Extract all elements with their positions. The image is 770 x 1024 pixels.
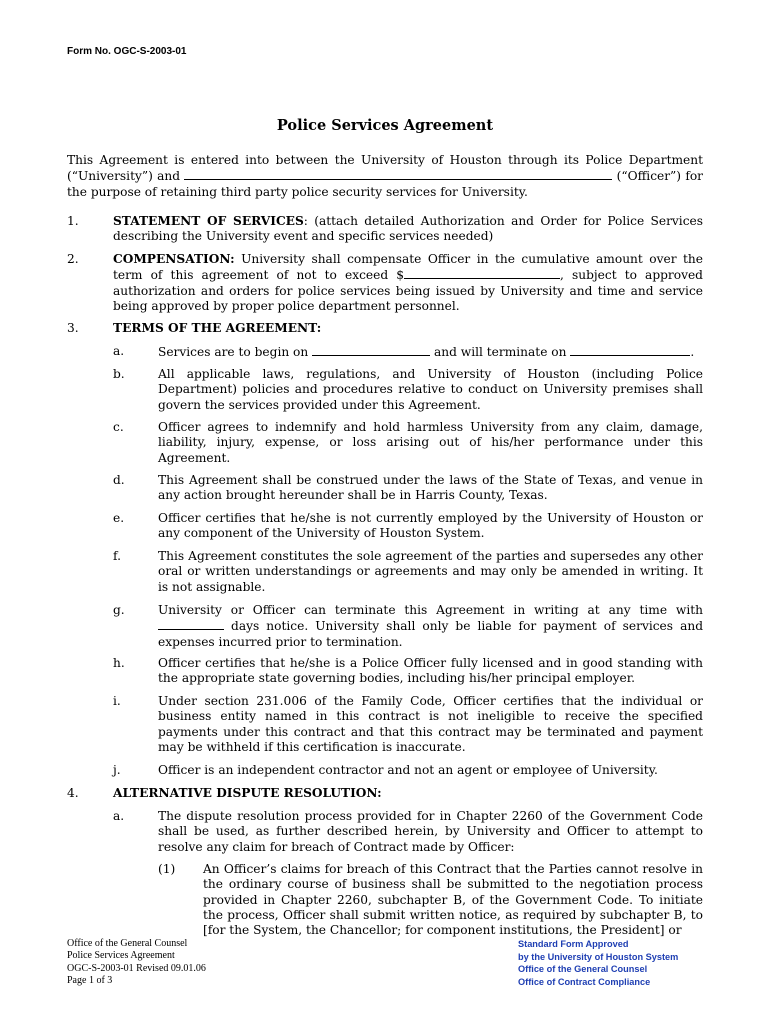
section-2-text-a: University shall compensate Officer in the cumulative amount over the term of this agreement of not to exceed $ <box>113 252 703 283</box>
item-3d-letter: d. <box>113 473 125 487</box>
item-3c-text: Officer agrees to indemnify and hold harmless University from any claim, damage, liability, injury, expense, or loss arising out of his/her performance under this Agreement. <box>158 420 703 465</box>
notice-days-blank[interactable] <box>158 618 224 630</box>
item-3a-text-b: and will terminate on <box>430 345 571 359</box>
footer-page-number: Page 1 of 3 <box>67 975 113 987</box>
item-3j-letter: j. <box>113 763 121 777</box>
section-4-number: 4. <box>67 786 79 800</box>
item-3h-text: Officer certifies that he/she is a Police Officer fully licensed and in good standing with the appropriate state governing bodies, including his/her principal employer. <box>158 656 703 686</box>
approval-stamp <box>518 938 678 988</box>
approval-line-1: Standard Form Approved <box>518 939 629 949</box>
item-4a1-number: (1) <box>158 862 176 876</box>
item-3d-text: This Agreement shall be construed under the laws of the State of Texas, and venue in any action brought hereunder shall be in Harris County, Texas. <box>158 473 703 503</box>
item-3a-letter: a. <box>113 344 125 358</box>
section-1-body <box>113 214 703 245</box>
item-3a-text-a: Services are to begin on <box>158 345 313 359</box>
intro-text-2: (“Officer”) for the purpose of retaining third party police security services for University. <box>67 169 704 199</box>
item-3e-text: Officer certifies that he/she is not currently employed by the University of Houston or any component of the University of Houston System. <box>158 511 703 541</box>
item-3a-body <box>158 344 703 360</box>
item-4a-letter: a. <box>113 809 125 823</box>
item-3g-body <box>158 603 703 650</box>
item-3h-letter: h. <box>113 656 125 670</box>
section-3-heading-row <box>113 321 703 336</box>
item-3i-letter: i. <box>113 694 121 708</box>
section-1-text: : (attach detailed Authorization and Order for Police Services describing the University event and specific services needed) <box>113 214 703 244</box>
intro-paragraph <box>67 153 703 200</box>
section-1-heading: STATEMENT OF SERVICES <box>113 214 304 228</box>
officer-name-blank[interactable] <box>184 168 612 180</box>
intro-text-1: This Agreement is entered into between the University of Houston through its Police Department (“University”) and <box>67 153 703 184</box>
section-4-heading: ALTERNATIVE DISPUTE RESOLUTION: <box>113 786 382 800</box>
item-3c-letter: c. <box>113 420 124 434</box>
item-4a-text: The dispute resolution process provided for in Chapter 2260 of the Government Code shall be used, as further described herein, by University and Officer to attempt to resolve any claim for breach of Contract made by Officer: <box>158 809 703 854</box>
section-4-heading-row <box>113 786 703 801</box>
item-3i-text: Under section 231.006 of the Family Code, Officer certifies that the individual or business entity named in this contract is not ineligible to receive the specified payments under this contract and that this contract may be terminated and payment may be withheld if this certification is inaccurate. <box>158 694 703 754</box>
item-3j-text: Officer is an independent contractor and not an agent or employee of University. <box>158 763 658 777</box>
footer-doc-name: Police Services Agreement <box>67 950 175 962</box>
item-3b-text: All applicable laws, regulations, and University of Houston (including Police Department) policies and procedures relative to conduct on University premises shall govern the services provided under this Agreement. <box>158 367 703 412</box>
document-title: Police Services Agreement <box>276 117 494 134</box>
start-date-blank[interactable] <box>312 344 430 356</box>
item-3b-letter: b. <box>113 367 125 381</box>
section-1-number: 1. <box>67 214 79 228</box>
section-2-heading: COMPENSATION: <box>113 252 235 266</box>
amount-blank[interactable] <box>404 267 560 279</box>
approval-line-4: Office of Contract Compliance <box>518 976 651 987</box>
section-2-number: 2. <box>67 252 79 266</box>
item-3g-letter: g. <box>113 603 125 617</box>
item-3g-text-a: University or Officer can terminate this Agreement in writing at any time with <box>158 603 703 617</box>
section-3-number: 3. <box>67 321 79 335</box>
section-2-body <box>113 252 703 314</box>
approval-line-2: by the University of Houston System <box>518 951 679 962</box>
footer-left <box>67 938 206 988</box>
item-4a1-text: An Officer’s claims for breach of this Contract that the Parties cannot resolve in the ordinary course of business shall be submitted to the negotiation process provided in Chapter 2260, subchapter B, of the Government Code. To initiate the process, Officer shall submit written notice, as required by subchapter B, to [for the System, the Chancellor; for component institutions, the President] or <box>203 862 703 938</box>
item-3a-text-c: . <box>690 345 695 359</box>
item-3e-letter: e. <box>113 511 125 525</box>
approval-line-3: Office of the General Counsel <box>518 964 648 975</box>
footer-office: Office of the General Counsel <box>67 938 188 949</box>
item-3f-text: This Agreement constitutes the sole agreement of the parties and supersedes any other oral or written understandings or agreements and may only be amended in writing. It is not assignable. <box>158 549 703 594</box>
section-2-text-b: , subject to approved authorization and orders for police services being issued by University and time and service being approved by proper police department personnel. <box>113 268 703 313</box>
end-date-blank[interactable] <box>570 344 690 356</box>
section-3-heading: TERMS OF THE AGREEMENT: <box>113 321 322 335</box>
form-number: Form No. OGC-S-2003-01 <box>67 46 187 57</box>
item-3g-text-b: days notice. University shall only be liable for payment of services and expenses incurred prior to termination. <box>158 619 703 649</box>
footer-revision: OGC-S-2003-01 Revised 09.01.06 <box>67 962 206 974</box>
item-3f-letter: f. <box>113 549 121 563</box>
